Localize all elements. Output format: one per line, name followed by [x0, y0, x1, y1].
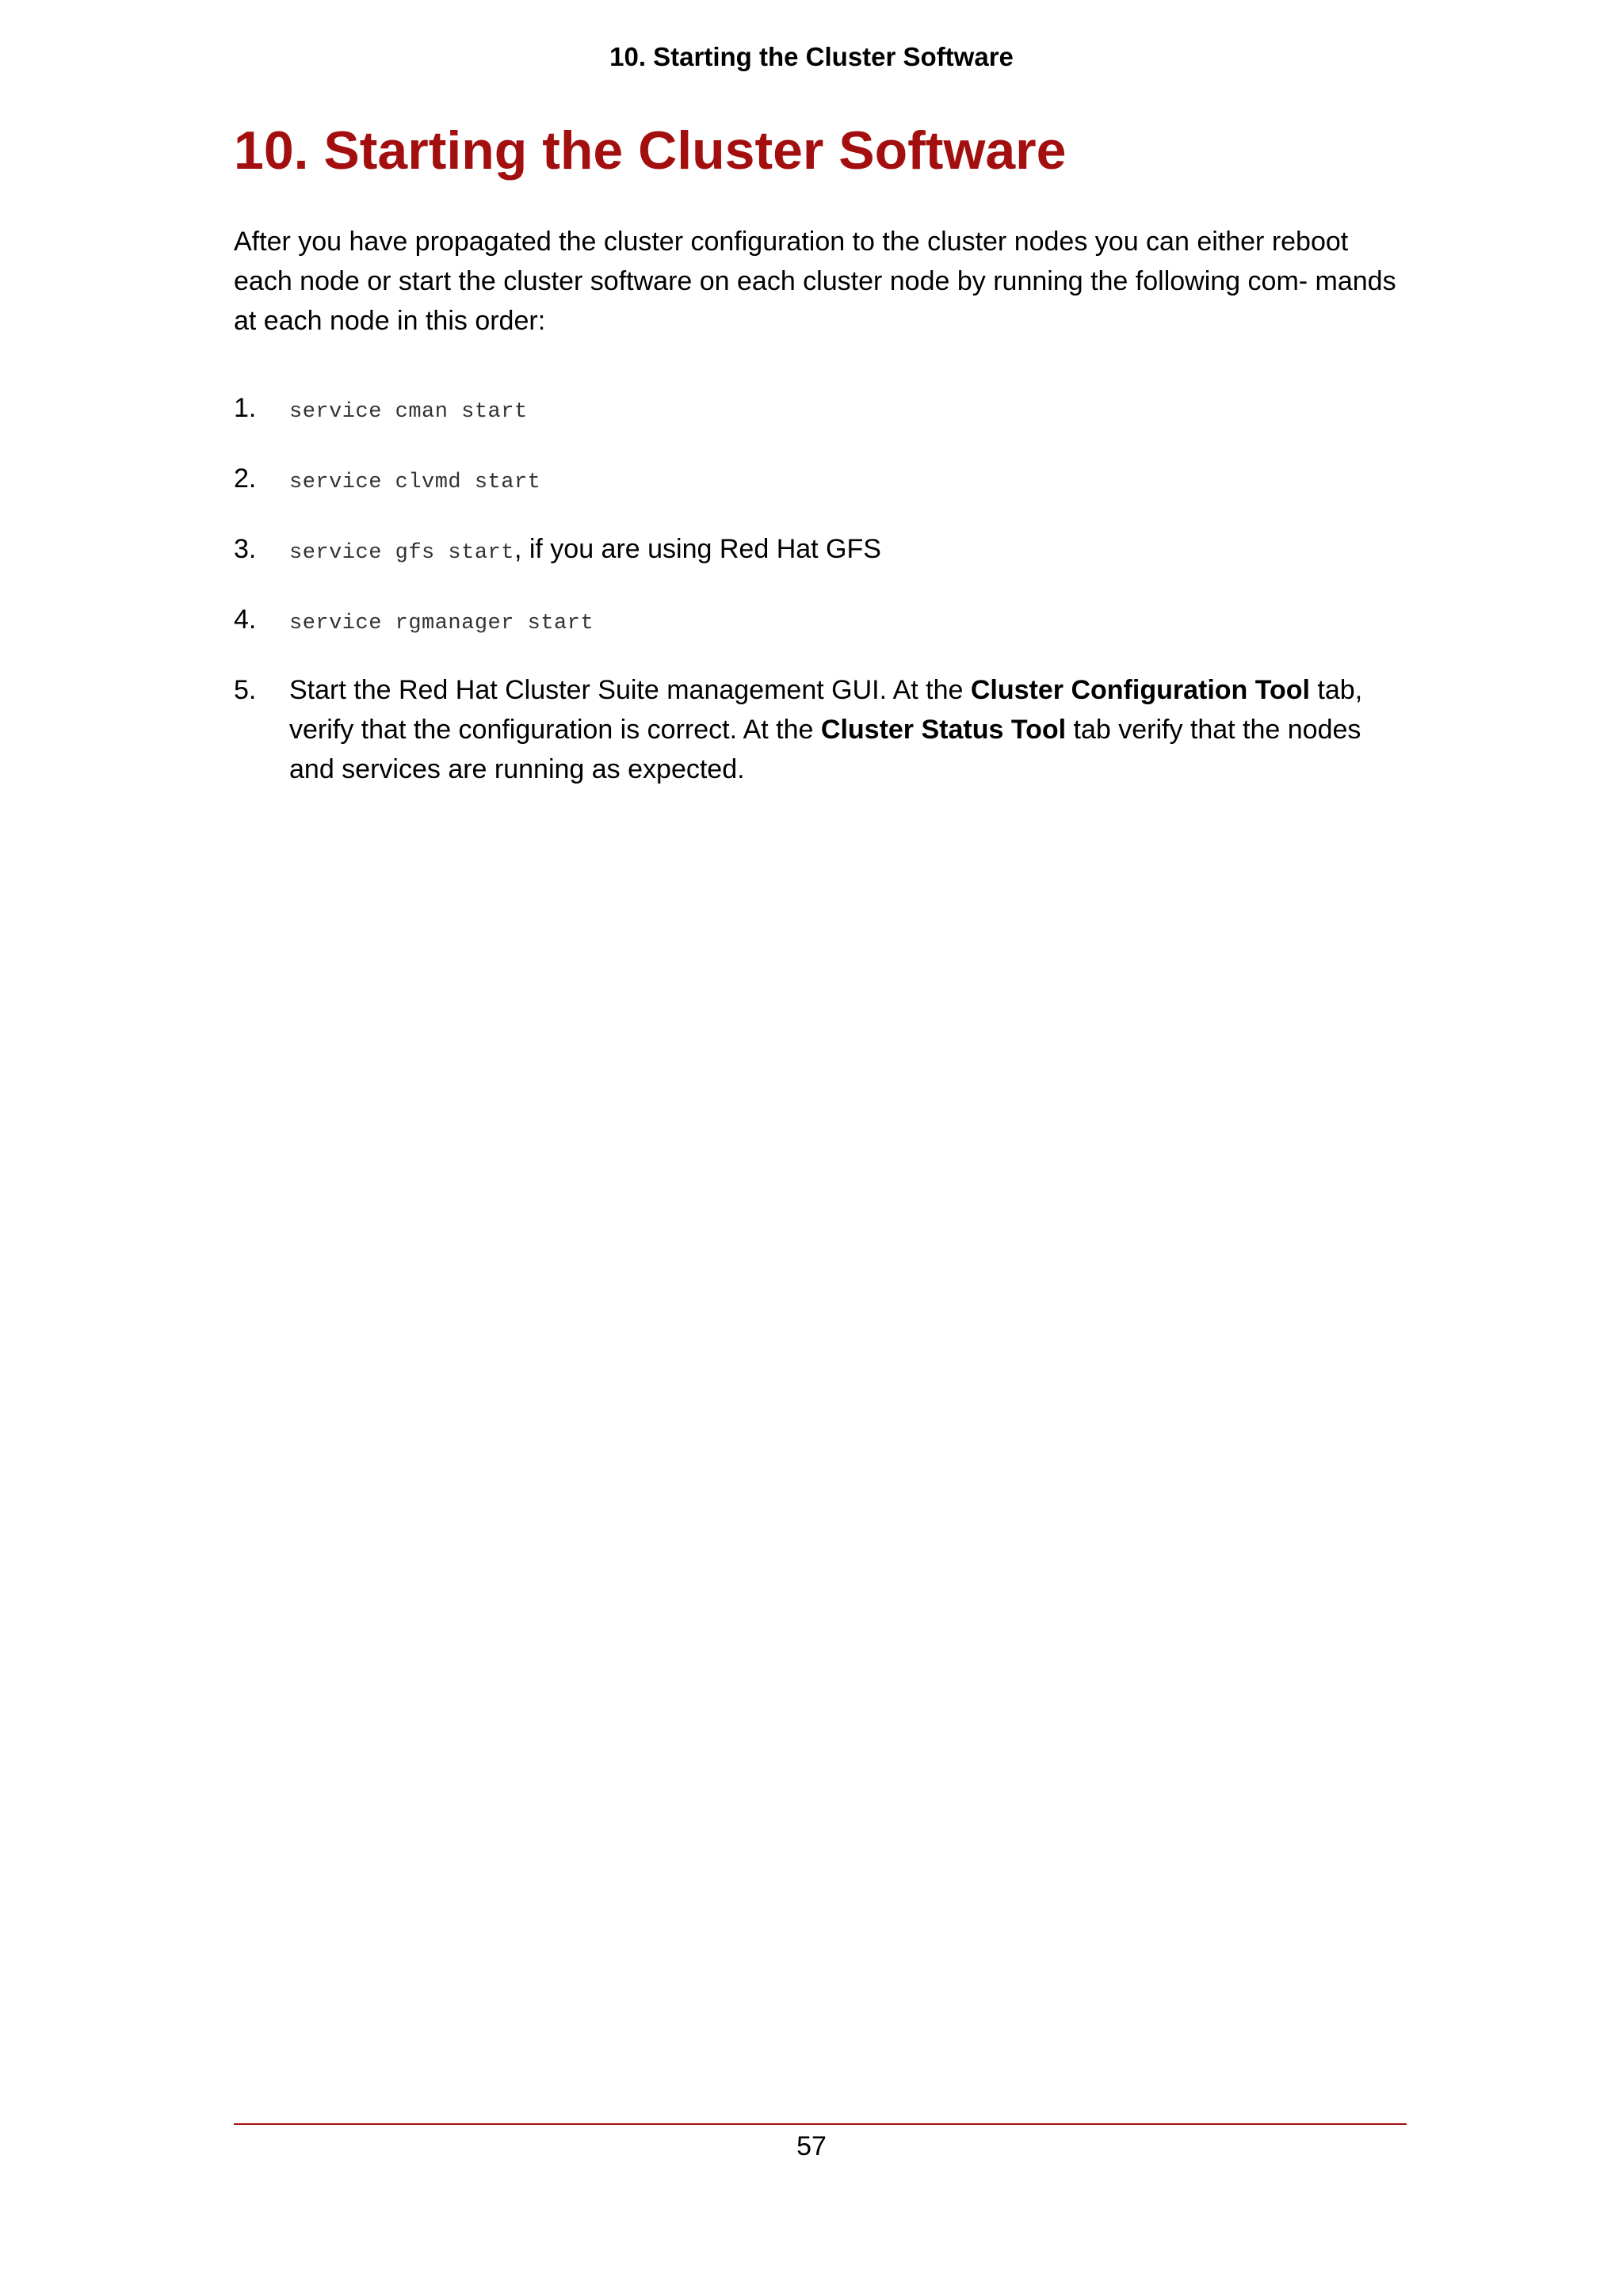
command-text: service cman start — [289, 400, 528, 424]
step-number: 5. — [234, 675, 257, 705]
step-2 — [234, 459, 1407, 502]
step-number: 2. — [234, 463, 257, 494]
steps-list — [234, 388, 1407, 789]
intro-paragraph: After you have propagated the cluster configuration to the cluster nodes you can either reboot each node or start the cluster software on each cluster node by running the following com- mands at each node in this order: — [234, 227, 1396, 336]
command-text: service rgmanager start — [289, 612, 594, 635]
step-text: tab verify that the nodes and services are running as expected. — [289, 715, 1361, 784]
step-number: 1. — [234, 393, 257, 423]
step-5 — [234, 670, 1407, 789]
page-content — [234, 111, 1407, 816]
step-text: tab, verify that the configuration is correct. At the — [289, 675, 1363, 745]
step-4 — [234, 600, 1407, 643]
tool-name-status: Cluster Status Tool — [820, 715, 1067, 745]
section-title: 10. Starting the Cluster Software — [234, 120, 1067, 181]
page-number: 57 — [796, 2131, 827, 2161]
step-number: 3. — [234, 534, 257, 564]
step-number: 4. — [234, 605, 257, 635]
step-suffix: , if you are using Red Hat GFS — [514, 534, 881, 564]
command-text: service clvmd start — [289, 471, 541, 494]
command-text: service gfs start — [289, 541, 514, 565]
step-text: Start the Red Hat Cluster Suite management GUI. At the — [289, 675, 971, 705]
running-header: 10. Starting the Cluster Software — [609, 42, 1014, 71]
tool-name-configuration: Cluster Configuration Tool — [970, 675, 1310, 705]
step-1 — [234, 388, 1407, 432]
footer-divider — [234, 2123, 1407, 2125]
step-3 — [234, 529, 1407, 573]
